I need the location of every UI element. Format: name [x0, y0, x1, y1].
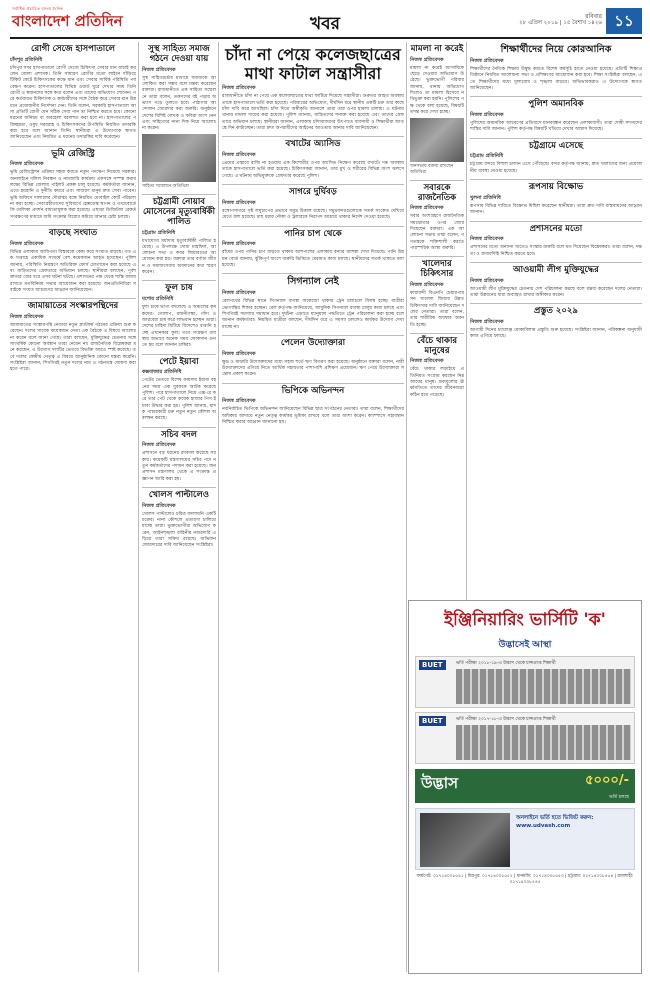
- ad-offer: ৫০০০/-: [585, 773, 629, 788]
- story-headline: পানির চাপ থেকে: [284, 228, 342, 239]
- story-headline: রোগী সেজে হাসপাতালে: [31, 44, 115, 54]
- story-byline: নিজস্ব প্রতিবেদক: [410, 358, 444, 365]
- lead-story: [222, 45, 404, 132]
- story-byline: নিজস্ব প্রতিবেদক: [470, 319, 504, 326]
- story-byline: চট্টগ্রাম প্রতিনিধি: [470, 153, 504, 160]
- story-body: বেঁচে থাকার লড়াইয়ে প্রতিনিয়ত সংগ্রাম করছেন নিম্ন আয়ের মানুষ। দ্রব্যমূল্যের ঊর্ধ্বগতিতে তাদের জীবনযাত্রা কঠিন হয়ে পড়েছে।: [410, 367, 464, 398]
- story-chattogram: [470, 142, 642, 175]
- story-byline: নিজস্ব প্রতিবেদক: [222, 152, 256, 159]
- story-byline: নিজস্ব প্রতিবেদক: [10, 240, 44, 247]
- story-headline: পেলেন উদ্যোক্তারা: [280, 337, 346, 348]
- story-education: [470, 45, 642, 92]
- story-land: [10, 150, 136, 221]
- story-water: [222, 230, 404, 270]
- story-body: বঙ্গোপসাগরে সৃষ্ট লঘুচাপের প্রভাবে সমুদ্র উত্তাল রয়েছে। সমুদ্রবন্দরগুলোকে সতর্ক সংকেত দেখিয়ে যেতে বলা হয়েছে। মাছ ধরার নৌকা ও ট্রলারকে নিরাপদ আশ্রয়ে থাকার নির্দেশ দেওয়া হয়েছে।: [222, 208, 404, 221]
- newspaper-logo: বাংলাদেশ প্রতিদিন: [12, 12, 123, 30]
- story-byline: নিজস্ব প্রতিবেদক: [142, 442, 176, 449]
- story-divider: [222, 136, 404, 137]
- ad-student-photos: [456, 725, 631, 760]
- story-byline: নিজস্ব প্রতিবেদক: [222, 398, 256, 405]
- ad-offer-note: ভর্তি চলছে: [609, 795, 629, 800]
- story-yaba: [142, 358, 216, 423]
- story-headline: প্রশাসনের মতো: [529, 223, 583, 234]
- story-headline: বাড়ছে সংঘাত: [48, 228, 98, 239]
- story-admin: [470, 225, 642, 258]
- story-divider: [470, 303, 642, 304]
- ad-promo-text: অনলাইনে ভর্তি হতে ভিজিট করুন: www.udvash.com: [516, 815, 594, 829]
- story-divider: [410, 333, 464, 334]
- column-divider: [218, 42, 219, 972]
- story-body: পেটের ভেতরে বিশেষ কায়দায় ইয়াবা বহনের সময় এক যুবককে আটক করেছে পুলিশ। পরে হাসপাতালে নিয়ে এক্স-রে করে তার পেট থেকে কয়েক হাজার পিস ইয়াবা উদ্ধার করা হয়। পুলিশ জানায়, মাদক পাচারকারী চক্র নতুন নতুন কৌশল অবলম্বন করছে।: [142, 378, 216, 422]
- ad-brand: উদ্ভাস: [421, 774, 458, 792]
- story-byline: চাঁদপুর প্রতিনিধি: [10, 56, 43, 63]
- story-headline: চট্টগ্রামে এসেছে: [529, 140, 583, 151]
- story-headline: মামলা না করেই: [410, 44, 464, 54]
- masthead-rule: [10, 37, 642, 39]
- story-body: পুলিশের অমানবিক আচরণের প্রতিবাদে মানববন্ধন করেছেন এলাকাবাসী। তারা দোষী সদস্যদের শাস্তির দাবি জানান। পুলিশ কর্তৃপক্ষ বিষয়টি খতিয়ে দেখার আশ্বাস দিয়েছে।: [470, 121, 642, 133]
- story-byline: নিজস্ব প্রতিবেদক: [222, 85, 256, 92]
- story-byline: নিজস্ব প্রতিবেদক: [10, 161, 44, 168]
- story-body: শিক্ষার্থীদের নৈতিক শিক্ষায় উদ্বুদ্ধ করতে বিশেষ কর্মসূচি হাতে নেওয়া হয়েছে। প্রতিটি শিক্ষাপ্রতিষ্ঠানে নিয়মিত আলোচনা সভা ও প্রশিক্ষণের আয়োজন করা হবে। শিক্ষা সংশ্লিষ্টরা বলছেন, এতে শিক্ষার্থীদের মধ্যে মূল্যবোধ ও শৃঙ্খলা বাড়বে। অভিভাবকরাও এ উদ্যোগকে স্বাগত জানিয়েছেন।: [470, 66, 642, 91]
- ad-brand-band: [415, 769, 635, 803]
- column-divider: [138, 42, 139, 972]
- lead-headline: চাঁদা না পেয়ে কলেজছাত্রের মাথা ফাটাল সন্ত্রাসীরা: [225, 45, 401, 84]
- story-body: ফুল চাষে ভাগ্য বদলেছে এ অঞ্চলের কৃষকদের। গোলাপ, রজনীগন্ধা, গাঁদা ও জারবেরা চাষ করে লাভবান হচ্ছেন তারা। দেশের চাহিদা মিটিয়ে বিদেশেও রপ্তানি হচ্ছে এখানকার ফুল। তবে সংরক্ষণ ব্যবস্থার অভাবে অনেক সময় লোকসান গুনতে হয় বলে জানান চাষিরা।: [142, 305, 216, 349]
- photo-caption: জনসভায় বক্তব্য রাখছেন অতিথিরা: [410, 164, 454, 176]
- story-body: নবনির্বাচিত ভিপিকে অভিনন্দন জানিয়েছেন বিভিন্ন ছাত্র সংগঠনের নেতারা। তারা বলেন, শিক্ষার্থীদের অধিকার আদায়ে নতুন নেতৃত্ব কার্যকর ভূমিকা রাখবে বলে তারা আশা করেন। ক্যাম্পাসে সহাবস্থান নিশ্চিত করার আহ্বান জানানো হয়।: [222, 407, 404, 425]
- story-signal: [222, 277, 404, 331]
- story-body: রেলপথের বিভিন্ন স্থানে সিগন্যাল ব্যবস্থা অকেজো থাকায় ট্রেন চলাচলে বিলম্ব হচ্ছে। যাত্রীরা ভোগান্তির শিকার হচ্ছেন। রেল কর্তৃপক্ষ জানিয়েছে, আধুনিক সিগন্যাল ব্যবস্থা চালুর কাজ চলছে এবং শিগগিরই সমস্যার সমাধান হবে। দুর্ঘটনা এড়াতে ম্যানুয়াল পদ্ধতিতে ট্রেন পরিচালনা করা হচ্ছে বলে জানান কর্মকর্তারা। নিয়মিত যাত্রীরা বলছেন, দীর্ঘদিন ধরে এ সমস্যা চললেও কার্যকর উদ্যোগ দেখা যাচ্ছে না।: [222, 299, 404, 330]
- story-headline: বখাটের অ্যাসিড: [285, 139, 341, 150]
- story-byline: চট্টগ্রাম প্রতিনিধি: [142, 229, 176, 236]
- ad-promo-photo: [420, 813, 510, 867]
- story-divider: [410, 256, 464, 257]
- story-headline: সচিব বদল: [161, 429, 197, 440]
- ad-panel-text: ভর্তি পরীক্ষা ২০১৮-১৯-এ উদ্ভাস থেকে চান্সপ্রাপ্ত শিক্ষার্থী: [456, 661, 556, 666]
- story-body: চাঁদপুর সদর হাসপাতালে রোগী সেজে চিকিৎসা সেবার মান যাচাই করলেন জেলা প্রশাসক। তিনি সাধারণ রোগীর মতো লাইনে দাঁড়িয়ে টিকিট কেটে চিকিৎসকের কক্ষে যান এবং সেবার সার্বিক পরিস্থিতি পর্যবেক্ষণ করেন। হাসপাতালের বিভিন্ন ওয়ার্ড ঘুরে দেখার সময় তিনি রোগী ও স্বজনদের সঙ্গে কথা বলেন এবং তাদের অভিযোগ শোনেন। পরে কর্তব্যরত চিকিৎসক ও কর্মচারীদের সঙ্গে বৈঠক করে সেবার মান উন্নয়নে প্রয়োজনীয় নির্দেশনা দেন। তিনি বলেন, সরকারি হাসপাতালে আসা প্রতিটি রোগী যেন সঠিক সেবা পান তা নিশ্চিত করতে হবে। কোনো ধরনের অনিয়ম বা অবহেলা বরদাশত করা হবে না। হাসপাতালের পরিচ্ছন্নতা, ওষুধ সরবরাহ ও চিকিৎসকদের উপস্থিতি নিয়মিত তদারকি করা হবে বলে জানান তিনি। স্থানীয়রা এ উদ্যোগকে স্বাগত জানিয়েছেন এবং নিয়মিত এ ধরনের তদারকির দাবি করেছেন।: [10, 65, 136, 141]
- story-vp: [222, 387, 404, 427]
- story-body: রাজধানীতে চাঁদা না পেয়ে এক কলেজছাত্রের মাথা ফাটিয়ে দিয়েছে সন্ত্রাসীরা। গুরুতর আহত অবস্থায় তাকে হাসপাতালে ভর্তি করা হয়েছে। পরিবারের অভিযোগ, দীর্ঘদিন ধরে স্থানীয় একটি চক্র তার কাছে চাঁদা দাবি করে আসছিল। চাঁদা দিতে অস্বীকৃতি জানালে তারা তার ওপর হামলা চালায়। এ ঘটনায় থানায় মামলা দায়ের করা হয়েছে। পুলিশ জানায়, জড়িতদের শনাক্ত করা হয়েছে এবং তাদের গ্রেফতারে অভিযান চলছে। স্থানীয়রা জানান, এলাকায় চাঁদাবাজদের উৎপাতে ব্যবসায়ী ও শিক্ষার্থীরা আতঙ্কে দিন কাটাচ্ছেন। তারা দ্রুত অপরাধীদের আইনের আওতায় আনার দাবি জানিয়েছেন।: [222, 94, 404, 132]
- story-divider: [222, 184, 404, 185]
- story-anniversary: [142, 198, 216, 276]
- story-byline: নিজস্ব প্রতিবেদক: [222, 199, 256, 206]
- story-survival: [410, 337, 464, 399]
- ad-headline: ইঞ্জিনিয়ারিং ভার্সিটি 'ক': [444, 610, 606, 630]
- news-photo: [142, 134, 216, 182]
- story-body: সবার অংশগ্রহণে রাজনৈতিক সমঝোতার ওপর জোর দিয়েছেন বক্তারা। এক আলোচনা সভায় তারা বলেন, গণতন্ত্রকে শক্তিশালী করতে পারস্পরিক আস্থা জরুরি।: [410, 214, 464, 251]
- story-headline: আওয়ামী লীগ মুক্তিযুদ্ধের: [513, 264, 599, 275]
- story-preparation: [470, 307, 642, 340]
- story-literature: [142, 45, 216, 190]
- story-divider: [142, 194, 216, 195]
- ad-result-panel: [415, 712, 635, 764]
- column-1: [10, 42, 136, 972]
- date-line: ২৮ এপ্রিল ২০১৯ | ১৫ বৈশাখ ১৪২৬: [519, 20, 602, 26]
- story-body: প্রশাসনে বড় ধরনের রদবদল করেছে সরকার। কয়েকটি মন্ত্রণালয়ের সচিব পদে নতুন কর্মকর্তাদের পদায়ন করা হয়েছে। জনপ্রশাসন মন্ত্রণালয় থেকে এ সংক্রান্ত প্রজ্ঞাপন জারি করা হয়।: [142, 451, 216, 482]
- story-body: খোলস পাল্টালেও চরিত্র বদলায়নি একটি চক্রের। নানা কৌশলে প্রতারণা চালিয়ে যাচ্ছে তারা। ভুক্তভোগীরা অভিযোগ করেন, আইনশৃঙ্খলা বাহিনীর নজরদারি এড়িয়ে তারা সক্রিয় রয়েছে। অভিযান জোরদারের দাবি জানিয়েছেন সংশ্লিষ্টরা।: [142, 511, 216, 549]
- story-divider: [142, 487, 216, 488]
- story-headline: পুলিশ অমানবিক: [528, 99, 584, 110]
- story-case: [410, 45, 464, 176]
- story-politics: [410, 184, 464, 253]
- story-body: যথাযোগ্য মর্যাদায় মৃত্যুবার্ষিকী পালিত হয়েছে। এ উপলক্ষে দোয়া মাহফিল, আলোচনা সভা ও কবর জিয়ারতের আয়োজন করা হয়। বক্তারা তার বর্ণাঢ্য জীবন ও সমাজসেবায় অবদানের কথা স্মরণ করেন।: [142, 238, 216, 276]
- story-byline: নিজস্ব প্রতিবেদক: [470, 112, 504, 118]
- ad-result-panel: [415, 656, 635, 708]
- story-headline: প্রস্তুত ২০২৯: [534, 306, 578, 317]
- story-flower: [142, 284, 216, 349]
- story-headline: পেটে ইয়াবা: [159, 356, 199, 367]
- story-headline: খালেদার চিকিৎসার: [420, 259, 454, 280]
- story-headline: ভূমি রেজিস্ট্রি: [51, 148, 95, 159]
- story-body: আওয়ামী লীগ মুক্তিযুদ্ধের চেতনায় দেশ পরিচালনা করছে বলে মন্তব্য করেছেন দলের নেতারা। তারা উন্নয়নের ধারা অব্যাহত রাখার অঙ্গীকার করেন।: [470, 286, 642, 299]
- masthead: [10, 6, 642, 36]
- column-2: [142, 42, 216, 972]
- story-body: রূপসায় বিভিন্ন দাবিতে বিক্ষোভ মিছিল করেছেন স্থানীয়রা। তারা দ্রুত দাবি বাস্তবায়নের আহ্বান জানান।: [470, 203, 642, 216]
- story-body: মামলা না করেই আসামিকে ছেড়ে দেওয়ার অভিযোগ উঠেছে। ভুক্তভোগী পরিবার জানায়, থানায় অভিযোগ দিলেও তা মামলা হিসেবে নথিভুক্ত করা হয়নি। পুলিশের পক্ষ থেকে বলা হয়েছে, বিষয়টি তদন্ত করে দেখা হচ্ছে।: [410, 65, 464, 116]
- column-divider: [406, 42, 407, 972]
- story-body: কারাবন্দী বিএনপি চেয়ারপারসন খালেদা জিয়ার উন্নত চিকিৎসার দাবি জানিয়েছেন দলের নেতারা। তারা বলেন, তার শারীরিক অবস্থার অবনতি হচ্ছে।: [410, 290, 464, 328]
- story-divider: [10, 146, 136, 147]
- story-jamaat: [10, 302, 136, 373]
- center-column: [222, 42, 404, 972]
- story-byline: নিজস্ব প্রতিবেদক: [410, 281, 444, 288]
- story-entrepreneurs: [222, 339, 404, 379]
- story-headline: চট্টগ্রামী নোয়াব মোসেনের মৃত্যুবার্ষিকী পালিত: [142, 197, 216, 227]
- story-hospital: [10, 45, 136, 142]
- story-body: সুস্থ সাহিত্যচর্চার মাধ্যমে সমাজকে আলোকিত করা সম্ভব বলে মন্তব্য করেছেন বক্তারা। রাজধানীতে এক সাহিত্য সম্মেলনে তারা বলেন, তরুণদের বই পড়ার অভ্যাস গড়ে তুলতে হবে। পাঠাগার আন্দোলন জোরদার করা জরুরি। অনুষ্ঠানে দেশের বিশিষ্ট লেখক ও কবিরা অংশ নেন এবং সাহিত্যের নানা দিক নিয়ে আলোচনা করেন।: [142, 75, 216, 132]
- photo-caption: সাহিত্য সম্মেলনে অতিথিরা: [142, 184, 189, 190]
- story-divider: [470, 138, 642, 139]
- story-body: প্রশাসনের মতো অন্যান্য খাতেও সংস্কার জরুরি বলে মত দিয়েছেন বিশ্লেষকরা। তারা বলেন, দক্ষতা ও জবাবদিহি নিশ্চিত করতে হবে।: [470, 245, 642, 257]
- section-title: খবর: [310, 14, 340, 34]
- story-divider: [222, 273, 404, 274]
- story-divider: [142, 354, 216, 355]
- story-divider: [222, 383, 404, 384]
- story-body: জামায়াতের সংস্কারপন্থি নেতারা নতুন প্ল্যাটফর্ম গঠনের প্রক্রিয়া শুরু করেছেন। দলের সাবেক কয়েকজন নেতা এক বৈঠকে এ বিষয়ে আলোচনা করেন বলে জানা গেছে। তারা বলছেন, মুক্তিযুদ্ধের চেতনার সঙ্গে সাংঘর্ষিক কোনো অবস্থান তারা নেবেন না। রাজনৈতিক বিশ্লেষকরা মনে করছেন, এ উদ্যোগ দলটির ভেতরে বিভক্তি আরও স্পষ্ট করেছে। তবে দলের কেন্দ্রীয় নেতৃত্ব এ বিষয়ে আনুষ্ঠানিক কোনো মন্তব্য করেনি। সংশ্লিষ্টরা জানান, শিগগিরই নতুন দলের নাম ও গঠনতন্ত্র ঘোষণা করা হতে পারে।: [10, 322, 136, 373]
- ad-promo: [415, 808, 635, 870]
- story-headline: সুস্থ সাহিত্য সমাজ গঠনে দেওয়া যায়: [148, 44, 210, 64]
- story-shell: [142, 491, 216, 550]
- story-divider: [222, 226, 404, 227]
- story-secretary: [142, 431, 216, 483]
- story-byline: নিজস্ব প্রতিবেদক: [222, 241, 256, 248]
- story-acid: [222, 140, 404, 180]
- story-headline: শিক্ষার্থীদের নিয়ে কোরআনিক: [500, 44, 612, 55]
- story-awami-league: [470, 266, 642, 299]
- story-byline: নিজস্ব প্রতিবেদক: [10, 313, 44, 320]
- story-conflict: [10, 229, 136, 294]
- column-4: [410, 42, 464, 598]
- story-byline: নিজস্ব প্রতিবেদক: [470, 57, 504, 64]
- story-byline: যশোর প্রতিনিধি: [142, 296, 174, 303]
- story-byline: নিজস্ব প্রতিবেদক: [470, 277, 504, 284]
- story-byline: নিজস্ব প্রতিবেদক: [142, 502, 176, 509]
- story-divider: [142, 280, 216, 281]
- story-headline: ভিপিকে অভিনন্দন: [281, 385, 345, 396]
- ad-panel-text: ভর্তি পরীক্ষা ২০১৭-১৮-এ উদ্ভাস থেকে চান্সপ্রাপ্ত শিক্ষার্থী: [456, 717, 556, 722]
- ad-tag: BUET: [419, 716, 446, 726]
- advertisement[interactable]: [408, 600, 642, 974]
- column-5: [470, 42, 642, 598]
- story-divider: [10, 298, 136, 299]
- story-divider: [10, 225, 136, 226]
- story-byline: কক্সবাজার প্রতিনিধি: [142, 369, 182, 376]
- ad-contact: ফার্মগেট: ০১৭১৪০০৮৫৫১ | মিরপুর: ০১৭১৪০০৮৫৫২ | ধানমন্ডি: ০১৭১৪০০৮৫৫৩ | চট্টগ্রাম: ০১৭১৪০০৮৫৫৪ | রাজশাহী: ০১৭১৪০০৮৫৫৫: [416, 874, 634, 886]
- story-byline: নিজস্ব প্রতিবেদক: [410, 205, 444, 212]
- story-sea: [222, 188, 404, 221]
- story-divider: [470, 179, 642, 180]
- story-rupsha: [470, 183, 642, 216]
- story-headline: সিগন্যাল নেই: [287, 276, 339, 288]
- story-body: ভূমি রেজিস্ট্রেশন প্রক্রিয়া সহজ করতে নতুন পদক্ষেপ নিয়েছে সরকার। অনলাইনে দলিল নিবন্ধন ও নামজারি কার্যক্রম একসঙ্গে সম্পন্ন করার লক্ষ্যে বিভিন্ন জেলায় পাইলট প্রকল্প চালু হয়েছে। কর্মকর্তারা জানান, এতে হয়রানি ও দুর্নীতি কমবে এবং সাধারণ মানুষ দ্রুত সেবা পাবেন। ভূমি অফিসে দালালের দৌরাত্ম্য বন্ধে নিয়মিত মোবাইল কোর্ট পরিচালনা করা হচ্ছে। সেবাগ্রহীতাদের সুবিধার্থে হেল্পডেস্ক স্থাপন ও তথ্যবোর্ডে ফি তালিকা প্রদর্শন বাধ্যতামূলক করা হয়েছে। এছাড়া ডিজিটাল রেকর্ড সংরক্ষণের মাধ্যমে জমি সংক্রান্ত বিরোধ কমিয়ে আনার চেষ্টা চলছে।: [10, 170, 136, 220]
- story-byline: নিজস্ব প্রতিবেদক: [142, 66, 176, 73]
- story-divider: [470, 96, 642, 97]
- story-headline: জামায়াতের সংস্কারপন্থিদের: [27, 301, 119, 312]
- logo-tagline: সর্বাধিক প্রচারিত বাংলা দৈনিক: [12, 6, 64, 11]
- story-body: আগামী দিনের চ্যালেঞ্জ মোকাবিলায় প্রস্তুতি শুরু হয়েছে। সংশ্লিষ্টরা জানান, পরিকল্পনা অনুযায়ী কাজ এগিয়ে চলছে।: [470, 328, 642, 340]
- story-headline: সবারকে রাজনৈতিক: [417, 182, 457, 203]
- story-headline: খোলস পাল্টালেও: [148, 490, 210, 500]
- story-body: ক্ষুদ্র ও মাঝারি উদ্যোক্তাদের মধ্যে সহজ শর্তে ঋণ বিতরণ করা হয়েছে। অনুষ্ঠানে বক্তারা বলেন, নারী উদ্যোক্তাদের এগিয়ে নিতে আর্থিক সহায়তার পাশাপাশি প্রশিক্ষণ প্রয়োজন। ঋণ পেয়ে উদ্যোক্তারা সন্তোষ প্রকাশ করেন।: [222, 359, 404, 378]
- story-khaleda: [410, 260, 464, 329]
- story-divider: [222, 335, 404, 336]
- story-byline: খুলনা প্রতিনিধি: [470, 194, 501, 201]
- story-byline: নিজস্ব প্রতিবেদক: [222, 350, 256, 357]
- news-photo: [410, 118, 464, 162]
- ad-student-photos: [456, 669, 631, 704]
- date-day: রবিবার: [585, 13, 602, 20]
- story-headline: ফুল চাষ: [165, 283, 193, 294]
- story-headline: রূপসায় বিক্ষোভ: [528, 182, 584, 193]
- story-body: প্রেমের প্রস্তাবে রাজি না হওয়ায় এক কিশোরীর ওপর অ্যাসিড নিক্ষেপ করেছে বখাটে। দগ্ধ অবস্থায় তাকে হাসপাতালে ভর্তি করা হয়েছে। চিকিৎসকরা জানান, তার মুখ ও শরীরের বিভিন্ন অংশ ঝলসে গেছে। এ ঘটনায় অভিযুক্তকে গ্রেফতার করেছে পুলিশ।: [222, 161, 404, 179]
- story-body: চট্টগ্রাম বন্দরে বিশাল চালান এসে পৌঁছেছে। বন্দর কর্তৃপক্ষ জানায়, দ্রুত খালাসের জন্য প্রয়োজনীয় ব্যবস্থা নেওয়া হয়েছে।: [470, 162, 642, 174]
- story-byline: নিজস্ব প্রতিবেদক: [222, 290, 256, 297]
- story-divider: [410, 180, 464, 181]
- story-body: বিভিন্ন এলাকায় আধিপত্য বিস্তারকে কেন্দ্র করে সংঘাত বাড়ছে। গত এক সপ্তাহে একাধিক সংঘর্ষে বেশ কয়েকজন আহত হয়েছেন। পুলিশ জানায়, পরিস্থিতি নিয়ন্ত্রণে অতিরিক্ত ফোর্স মোতায়েন করা হয়েছে এবং জড়িতদের গ্রেফতারে অভিযান চলছে। স্থানীয়রা বলছেন, পূর্বশত্রুতার জের ধরে এসব ঘটনা ঘটছে। প্রশাসনের পক্ষ থেকে শান্তি বজায় রাখতে মতবিনিময় সভার আয়োজন করা হয়েছে। জনপ্রতিনিধিরা সবাইকে সংযত আচরণের আহ্বান জানিয়েছেন।: [10, 249, 136, 293]
- story-divider: [142, 427, 216, 428]
- story-divider: [470, 221, 642, 222]
- story-body: বাঁধের ওপর পানির চাপ বাড়তে থাকায় আশপাশের এলাকায় বন্যার আশঙ্কা দেখা দিয়েছে। পানি উন্নয়ন বোর্ড জানায়, ঝুঁকিপূর্ণ অংশে জরুরি ভিত্তিতে মেরামত কাজ চলছে। স্থানীয়দের সতর্ক থাকতে বলা হয়েছে।: [222, 250, 404, 268]
- story-headline: বেঁচে থাকার মানুষের: [416, 335, 458, 356]
- ad-subheadline: উদ্ভাসেই আস্থা: [498, 640, 552, 650]
- ad-tag: BUET: [419, 660, 446, 670]
- story-police: [470, 100, 642, 133]
- story-byline: নিজস্ব প্রতিবেদক: [410, 56, 444, 63]
- story-headline: সাগরে দুর্ঘিবড়: [289, 187, 337, 198]
- story-divider: [470, 262, 642, 263]
- page-number: ১১: [606, 8, 642, 34]
- story-byline: নিজস্ব প্রতিবেদক: [470, 236, 504, 243]
